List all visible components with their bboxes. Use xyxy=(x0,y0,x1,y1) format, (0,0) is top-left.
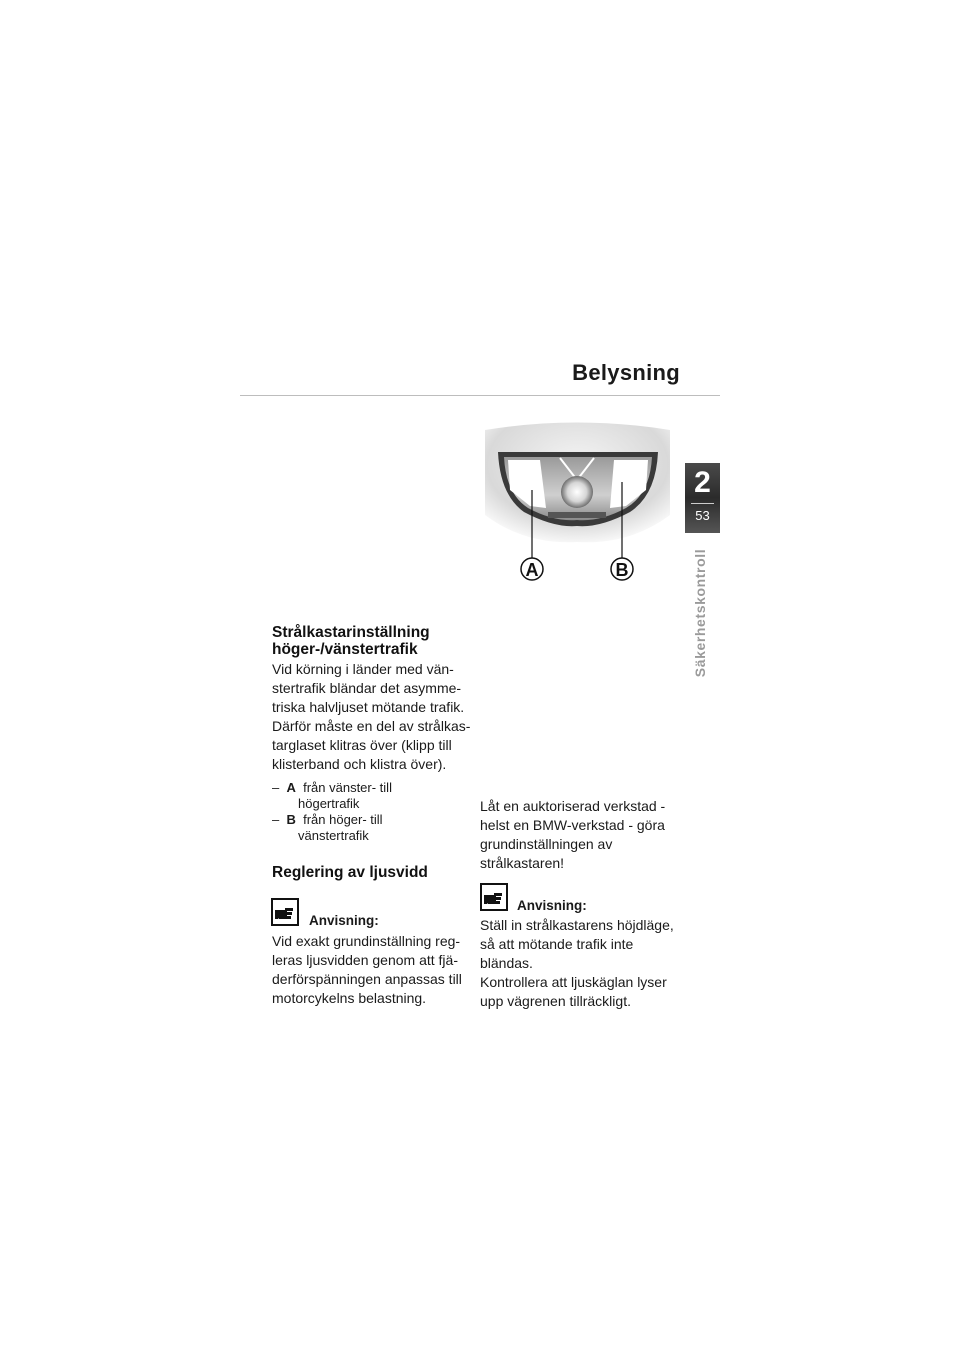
text-line: upp vägrenen tillräckligt. xyxy=(480,993,631,1009)
note-hand-icon xyxy=(480,883,508,911)
callout-label-b: B xyxy=(615,560,629,580)
text-line: bländas. xyxy=(480,955,533,971)
text-line: så att mötande trafik inte xyxy=(480,936,634,952)
text-line: klisterband och klistra över). xyxy=(272,756,447,772)
note-hand-icon xyxy=(271,898,299,926)
left-paragraph xyxy=(272,660,482,774)
header-divider xyxy=(240,395,720,396)
list-key: A xyxy=(286,780,296,795)
page-number: 53 xyxy=(695,508,710,523)
text-line: stertrafik bländar det asymme- xyxy=(272,680,462,696)
right-paragraph xyxy=(480,797,685,873)
page-title: Belysning xyxy=(572,360,680,385)
list-item xyxy=(272,780,392,796)
text-line: Vid exakt grundinställning reg- xyxy=(272,933,461,949)
text-line: helst en BMW-verkstad - göra xyxy=(480,817,665,833)
text-line: Låt en auktoriserad verkstad - xyxy=(480,798,666,814)
callout-label-a: A xyxy=(525,560,539,580)
text-line: motorcykelns belastning. xyxy=(272,990,427,1006)
chapter-side-label: Säkerhetskontroll xyxy=(692,548,708,678)
left-note-text xyxy=(272,932,482,1008)
section-heading-line2: höger-/vänstertrafik xyxy=(272,641,418,658)
text-line: strålkastaren! xyxy=(480,855,565,871)
chapter-tab-divider xyxy=(691,503,714,504)
list-item-continuation: vänstertrafik xyxy=(298,828,369,843)
list-item-continuation: högertrafik xyxy=(298,796,360,811)
text-line: leras ljusvidden genom att fjä- xyxy=(272,952,458,968)
list-text: från vänster- till xyxy=(303,780,392,795)
text-line: Ställ in strålkastarens höjdläge, xyxy=(480,917,674,933)
list-text: från höger- till xyxy=(303,812,383,827)
note-label: Anvisning: xyxy=(309,913,379,928)
list-key: B xyxy=(286,812,296,827)
list-item xyxy=(272,812,383,828)
text-line: grundinställningen av xyxy=(480,836,613,852)
section-heading-ljusvidd: Reglering av ljusvidd xyxy=(272,864,428,881)
section-heading-line1: Strålkastarinställning xyxy=(272,624,430,641)
headlight-bulb xyxy=(561,476,593,508)
headlight-illustration xyxy=(480,420,675,590)
text-line: targlaset klitras över (klipp till xyxy=(272,737,452,753)
text-line: derförspänningen anpassas till xyxy=(272,971,462,987)
text-line: Vid körning i länder med vän- xyxy=(272,661,454,677)
text-line: Därför måste en del av strålkas- xyxy=(272,718,471,734)
note-label: Anvisning: xyxy=(517,898,587,913)
text-line: triska halvljuset mötande trafik. xyxy=(272,699,465,715)
chapter-number: 2 xyxy=(694,466,711,499)
text-line: Kontrollera att ljuskäglan lyser xyxy=(480,974,667,990)
list-dash: – xyxy=(272,812,280,827)
right-note-text xyxy=(480,916,685,1011)
list-dash: – xyxy=(272,780,280,795)
